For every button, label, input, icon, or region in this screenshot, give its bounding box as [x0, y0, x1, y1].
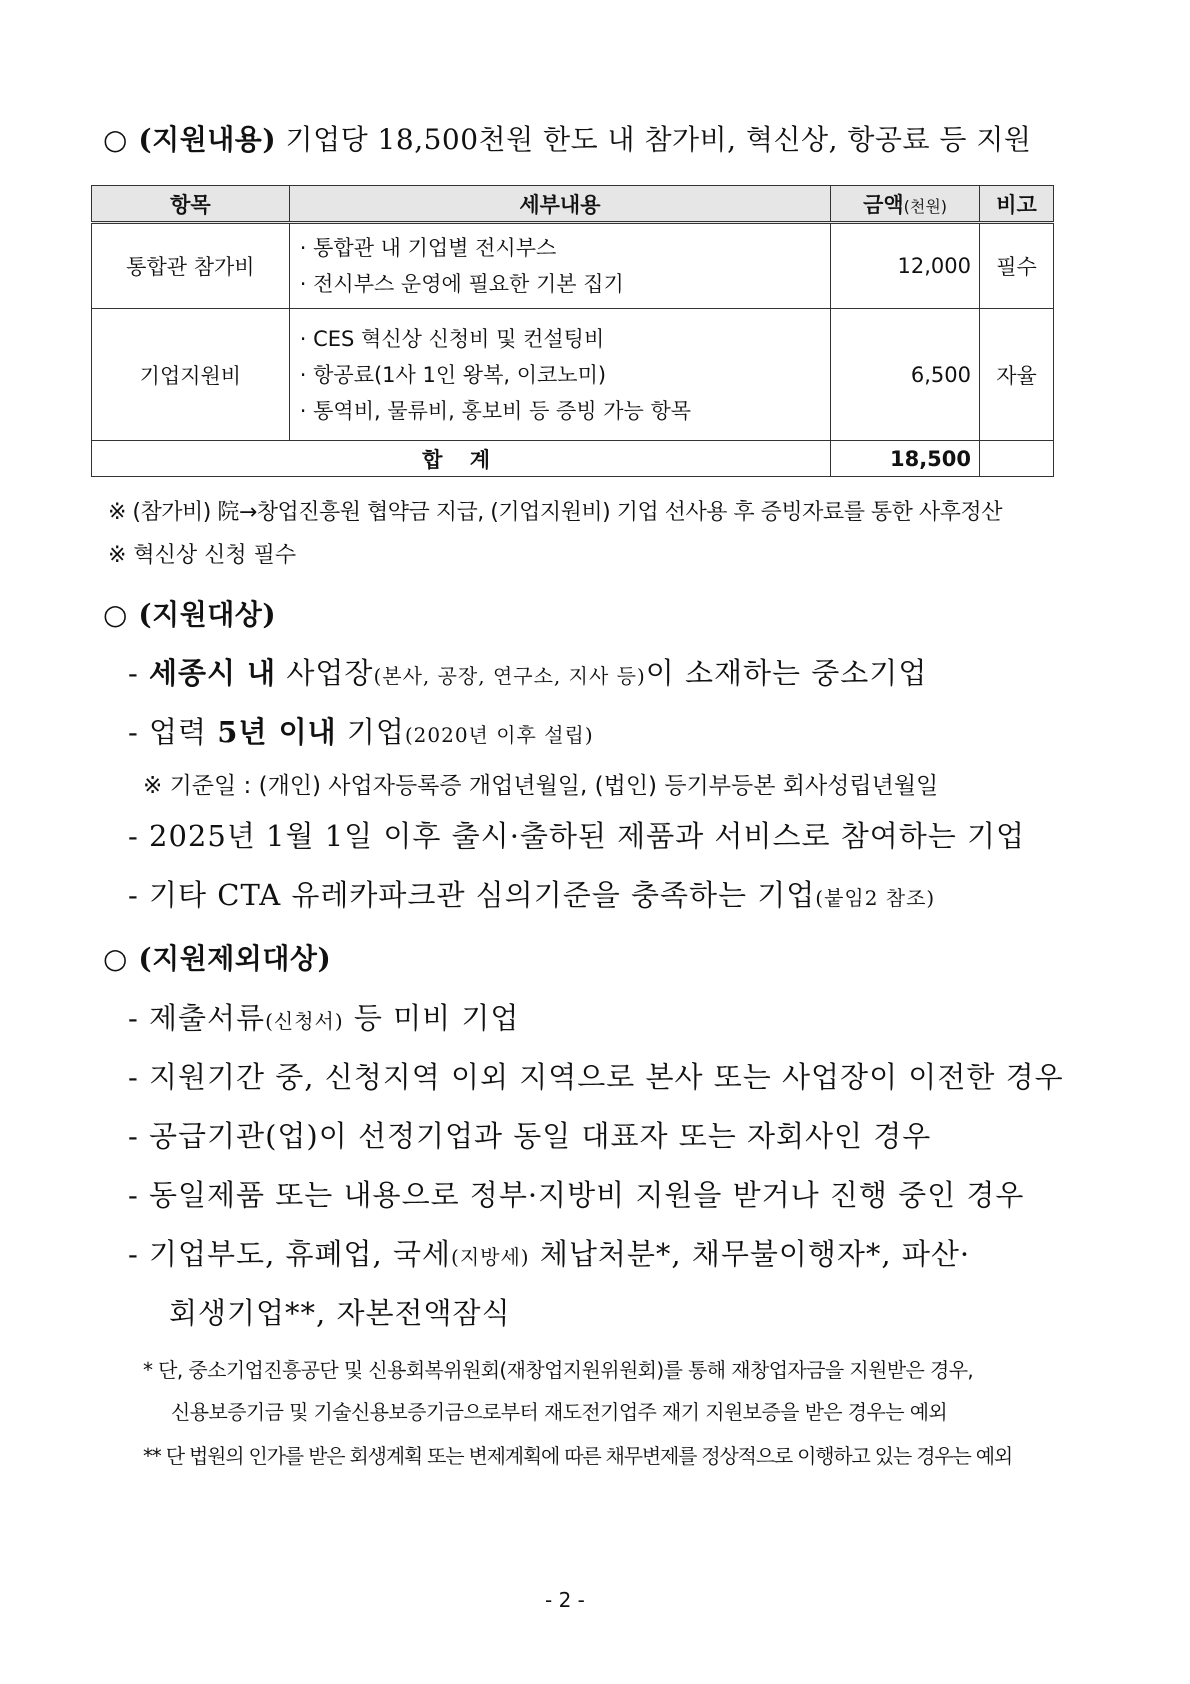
total-remark [980, 441, 1054, 477]
table-row [92, 309, 1054, 441]
detail-line: · CES 혁신상 신청비 및 컨설팅비 [299, 326, 605, 351]
item-small: (2020년 이후 설립) [404, 723, 594, 747]
budget-table [91, 185, 1054, 477]
row-remark: 필수 [980, 223, 1054, 309]
page-number: - 2 - [545, 1588, 585, 1612]
item-small: (신청서) [265, 1009, 344, 1033]
exclusion-item: - 공급기관(업)이 선정기업과 동일 대표자 또는 자회사인 경우 [128, 1119, 932, 1153]
footnote-continuation: 신용보증기금 및 기술신용보증기금으로부터 재도전기업주 재기 지원보증을 받은 경우는 예외 [171, 1400, 948, 1424]
header-item: 항목 [92, 186, 290, 223]
total-row [92, 441, 1054, 477]
total-amount: 18,500 [831, 441, 980, 477]
bullet-circle: ○ [103, 598, 128, 631]
header-amount-unit: (천원) [903, 196, 948, 216]
support-content-heading [103, 118, 1031, 158]
item-rest: 체납처분*, 채무불이행자*, 파산· [529, 1237, 971, 1271]
footnote: * 단, 중소기업진흥공단 및 신용회복위원회(재창업지원위원회)를 통해 재창업자금을 지원받은 경우, [143, 1358, 974, 1382]
dash: - [128, 656, 139, 690]
row-remark: 자율 [980, 309, 1054, 441]
emphasis: 5년 이내 [217, 715, 337, 749]
detail-line: · 통합관 내 기업별 전시부스 [299, 236, 557, 260]
header-detail: 세부내용 [289, 186, 830, 223]
exclusion-item: - 동일제품 또는 내용으로 정부·지방비 지원을 받거나 진행 중인 경우 [128, 1178, 1025, 1212]
exclusion-item-continuation: 회생기업**, 자본전액잠식 [169, 1296, 511, 1330]
item-rest: 등 미비 기업 [343, 1001, 520, 1035]
item-rest: 이 소재하는 중소기업 [645, 656, 928, 690]
support-content-label: (지원내용) [138, 123, 277, 156]
target-item [128, 651, 927, 692]
item-text: - 제출서류 [128, 1001, 266, 1035]
bullet-circle: ○ [103, 942, 128, 975]
table-note: ※ 혁신상 신청 필수 [108, 543, 297, 568]
item-small: (본사, 공장, 연구소, 지사 등) [373, 664, 646, 688]
target-item: - 2025년 1월 1일 이후 출시·출하된 제품과 서비스로 참여하는 기업 [128, 819, 1026, 853]
exclusion-item [128, 1232, 970, 1273]
item-small: (붙임2 참조) [815, 886, 936, 910]
item-text: - 기업부도, 휴폐업, 국세 [128, 1237, 452, 1271]
bullet-circle: ○ [103, 123, 128, 156]
target-item [128, 873, 935, 914]
header-remark: 비고 [980, 186, 1054, 223]
row-amount: 6,500 [831, 309, 980, 441]
item-pre: 업력 [149, 715, 218, 749]
table-header-row [92, 186, 1054, 223]
row-item: 통합관 참가비 [92, 223, 290, 309]
header-amount [831, 186, 980, 223]
emphasis: 세종시 내 [149, 656, 277, 690]
target-note: ※ 기준일 : (개인) 사업자등록증 개업년월일, (법인) 등기부등본 회사성립년월일 [143, 773, 939, 799]
table-note: ※ (참가비) 院→창업진흥원 협약금 지급, (기업지원비) 기업 선사용 후 증빙자료를 통한 사후정산 [108, 500, 1002, 525]
footnote: ** 단 법원의 인가를 받은 회생계획 또는 변제계획에 따른 채무변제를 정상적으로 이행하고 있는 경우는 예외 [143, 1444, 1012, 1468]
detail-line: · 전시부스 운영에 필요한 기본 집기 [299, 272, 624, 296]
target-item [128, 710, 594, 751]
detail-line: · 항공료(1사 1인 왕복, 이코노미) [299, 362, 607, 387]
dash: - [128, 715, 139, 749]
exclusion-heading [103, 937, 331, 977]
total-label: 합 계 [92, 441, 831, 477]
support-content-text: 기업당 18,500천원 한도 내 참가비, 혁신상, 항공료 등 지원 [285, 123, 1032, 156]
table-row [92, 223, 1054, 309]
item-text: - 기타 CTA 유레카파크관 심의기준을 충족하는 기업 [128, 878, 816, 912]
target-label: (지원대상) [138, 598, 277, 631]
item-text: 기업 [336, 715, 405, 749]
item-small: (지방세) [451, 1245, 530, 1269]
exclusion-label: (지원제외대상) [138, 942, 332, 975]
row-details [289, 223, 830, 309]
detail-line: · 통역비, 물류비, 홍보비 등 증빙 가능 항목 [299, 398, 692, 423]
target-heading [103, 593, 276, 633]
exclusion-item [128, 996, 519, 1037]
row-item: 기업지원비 [92, 309, 290, 441]
exclusion-item: - 지원기간 중, 신청지역 이외 지역으로 본사 또는 사업장이 이전한 경우 [128, 1060, 1064, 1094]
item-text: 사업장 [276, 656, 374, 690]
header-amount-label: 금액 [863, 192, 904, 217]
row-details [289, 309, 830, 441]
row-amount: 12,000 [831, 223, 980, 309]
